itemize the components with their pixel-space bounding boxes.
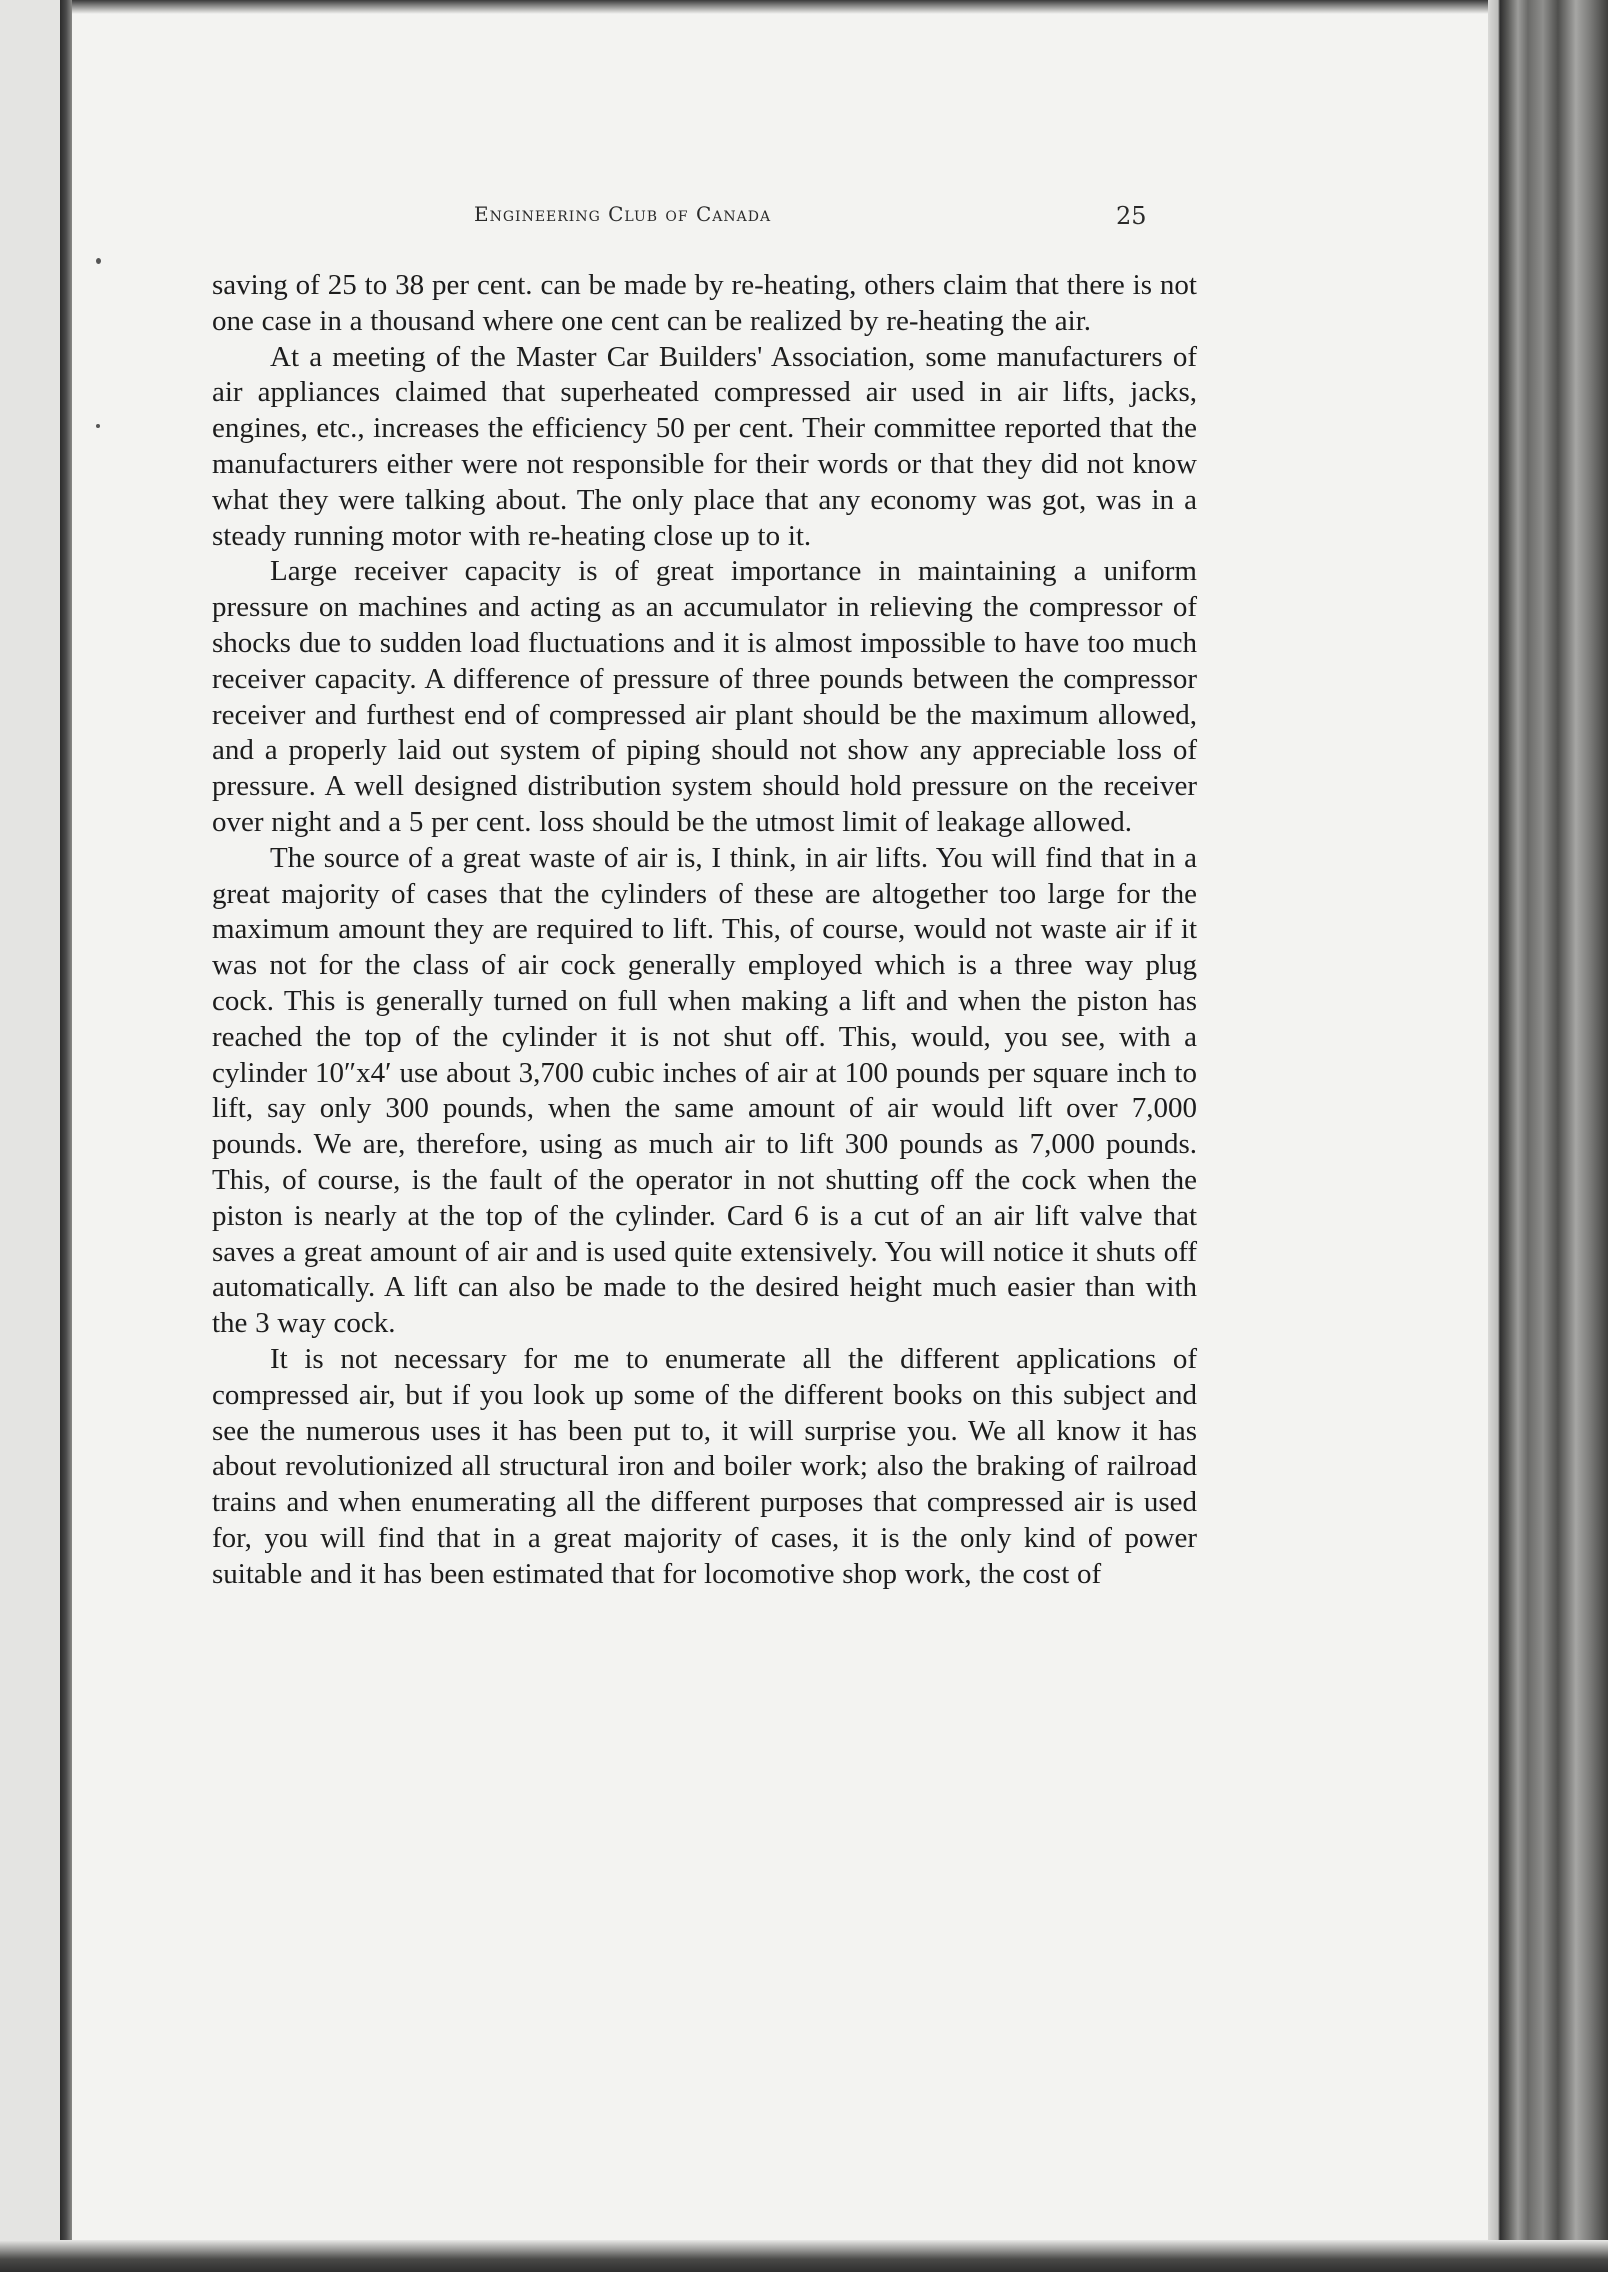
facing-page-edge — [0, 0, 60, 2272]
body-text — [212, 268, 1197, 1592]
paragraph: It is not necessary for me to enumerate all the different applications of compressed air, but if you look up some of the different books on this subject and see the numerous uses it has been put to, it will surprise you. We all know it has about revolutionized all structural iron and boiler work; also the braking of railroad trains and when enumerating all the different purposes that compressed air is used for, you will find that in a great majority of cases, it is the only kind of power suitable and it has been estimated that for locomotive shop work, the cost of — [212, 1342, 1197, 1590]
book-gutter — [60, 0, 72, 2272]
page-stack-edge — [1488, 0, 1608, 2272]
paragraph: The source of a great waste of air is, I think, in air lifts. You will find that in a great majority of cases that the cylinders of these are altogether too large for the maximum amount they are required to lift. This, of course, would not waste air if it was not for the class of air cock generally employed which is a three way plug cock. This is generally turned on full when making a lift and when the piston has reached the top of the cylinder it is not shut off. This, would, you see, with a cylinder 10″x4′ use about 3,700 cubic inches of air at 100 pounds per square inch to lift, say only 300 pounds, when the same amount of air would lift over 7,000 pounds. We are, therefore, using as much air to lift 300 pounds as 7,000 pounds. This, of course, is the fault of the operator in not shutting off the cock when the piston is nearly at the top of the cylinder. Card 6 is a cut of an air lift valve that saves a great amount of air and is used quite extensively. You will notice it shuts off automatically. A lift can also be made to the desired height much easier than with the 3 way cock. — [212, 841, 1197, 1340]
ink-speck — [96, 424, 100, 428]
paragraph: Large receiver capacity is of great importance in maintaining a uniform pressure on machines and acting as an accumulator in relieving the compressor of shocks due to sudden load fluctuations and it is almost impossible to have too much receiver capacity. A difference of pressure of three pounds between the compressor receiver and furthest end of compressed air plant should be the maximum allowed, and a properly laid out system of piping should not show any appreciable loss of pressure. A well designed distribution system should hold pressure on the receiver over night and a 5 per cent. loss should be the utmost limit of leakage allowed. — [212, 555, 1197, 838]
bottom-shadow — [0, 2240, 1608, 2272]
ink-speck — [96, 258, 101, 264]
page-number: 25 — [1116, 202, 1147, 230]
running-head: Engineering Club of Canada — [474, 202, 772, 226]
paragraph: saving of 25 to 38 per cent. can be made by re-heating, others claim that there is not one case in a thousand where one cent can be realized by re-heating the air. — [212, 269, 1197, 337]
paragraph: At a meeting of the Master Car Builders' Association, some manufacturers of air appliances claimed that superheated compressed air used in air lifts, jacks, engines, etc., increases the efficiency 50 per cent. Their committee reported that the manufacturers either were not responsible for their words or that they did not know what they were talking about. The only place that any economy was got, was in a steady running motor with re-heating close up to it. — [212, 340, 1197, 552]
top-shadow — [72, 0, 1488, 14]
